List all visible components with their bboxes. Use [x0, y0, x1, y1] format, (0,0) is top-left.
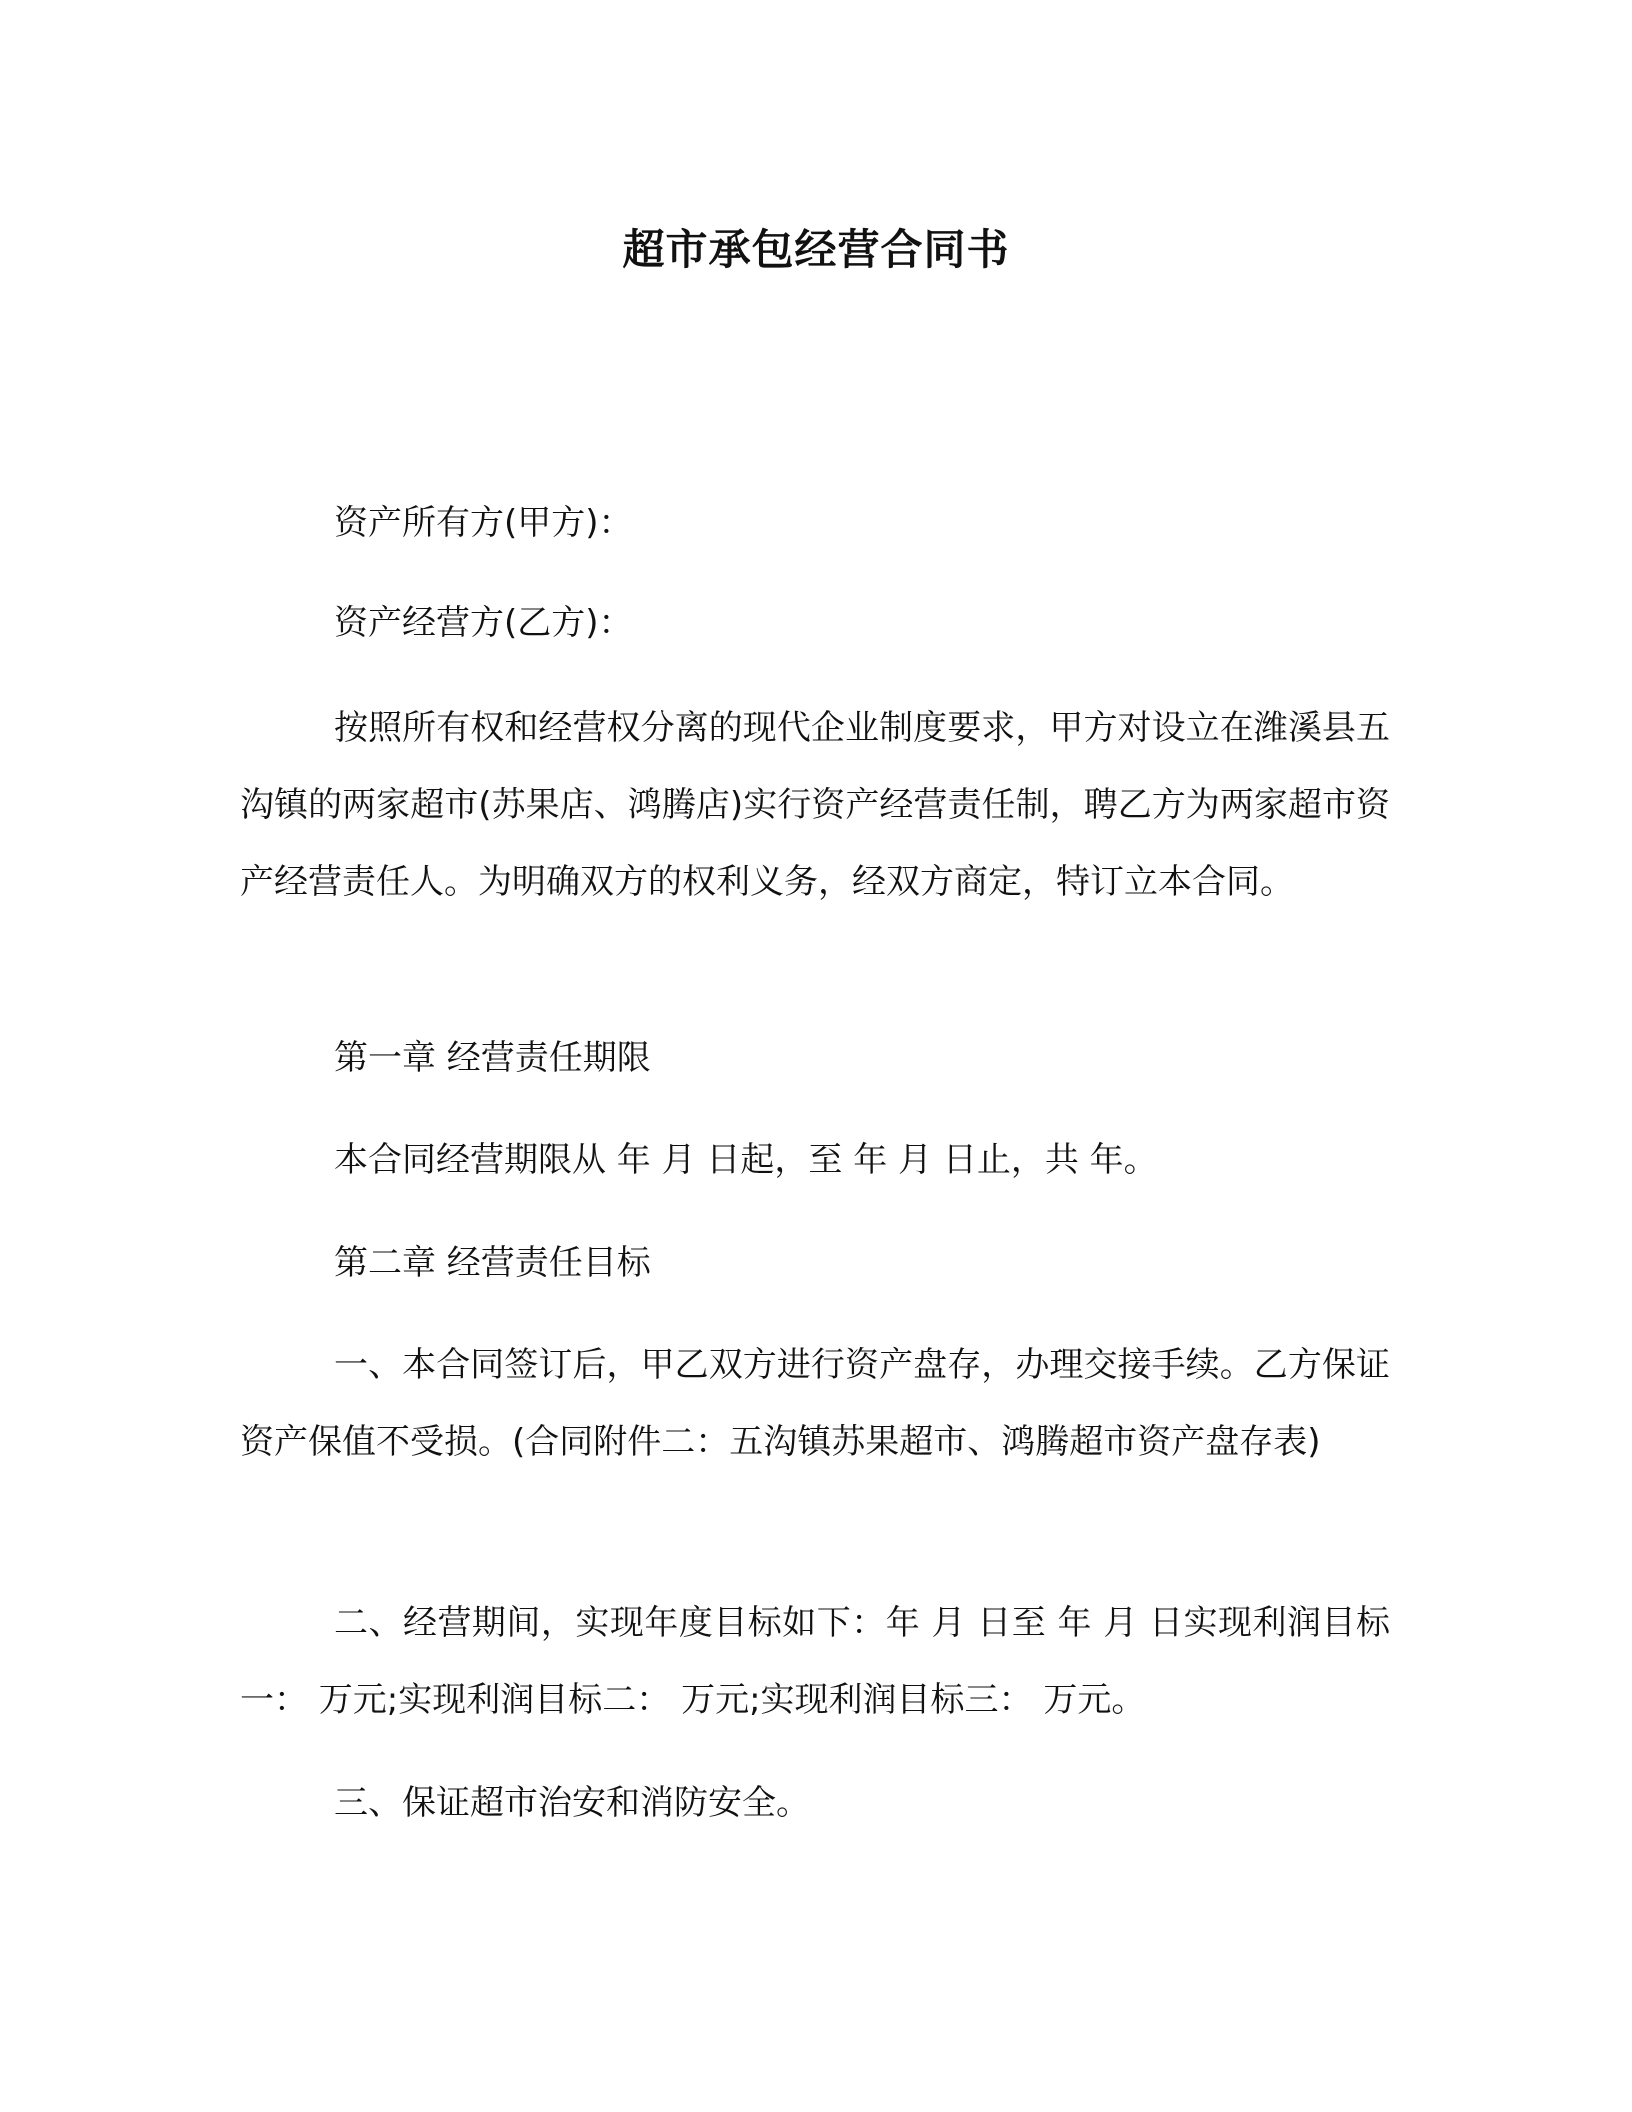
clause-two: 二、经营期间，实现年度目标如下：年 月 日至 年 月 日实现利润目标一： 万元;实现利润目标二： 万元;实现利润目标三： 万元。	[240, 1603, 1390, 1720]
clause-one: 一、本合同签订后，甲乙双方进行资产盘存，办理交接手续。乙方保证资产保值不受损。(合同附件二：五沟镇苏果超市、鸿腾超市资产盘存表)	[240, 1345, 1390, 1462]
paragraph-party-a: 资产所有方(甲方)：	[334, 503, 633, 543]
paragraph-term: 本合同经营期限从 年 月 日起，至 年 月 日止，共 年。	[334, 1140, 1158, 1180]
paragraph-preamble: 按照所有权和经营权分离的现代企业制度要求，甲方对设立在潍溪县五沟镇的两家超市(苏果店、鸿腾店)实行资产经营责任制，聘乙方为两家超市资产经营责任人。为明确双方的权利义务，经双方商定，特订立本合同。	[240, 708, 1390, 902]
document-title: 超市承包经营合同书	[622, 225, 1010, 274]
chapter-two-heading: 第二章 经营责任目标	[334, 1243, 651, 1283]
chapter-one-heading: 第一章 经营责任期限	[334, 1038, 651, 1078]
paragraph-party-b: 资产经营方(乙方)：	[334, 603, 633, 643]
clause-three: 三、保证超市治安和消防安全。	[334, 1783, 810, 1823]
